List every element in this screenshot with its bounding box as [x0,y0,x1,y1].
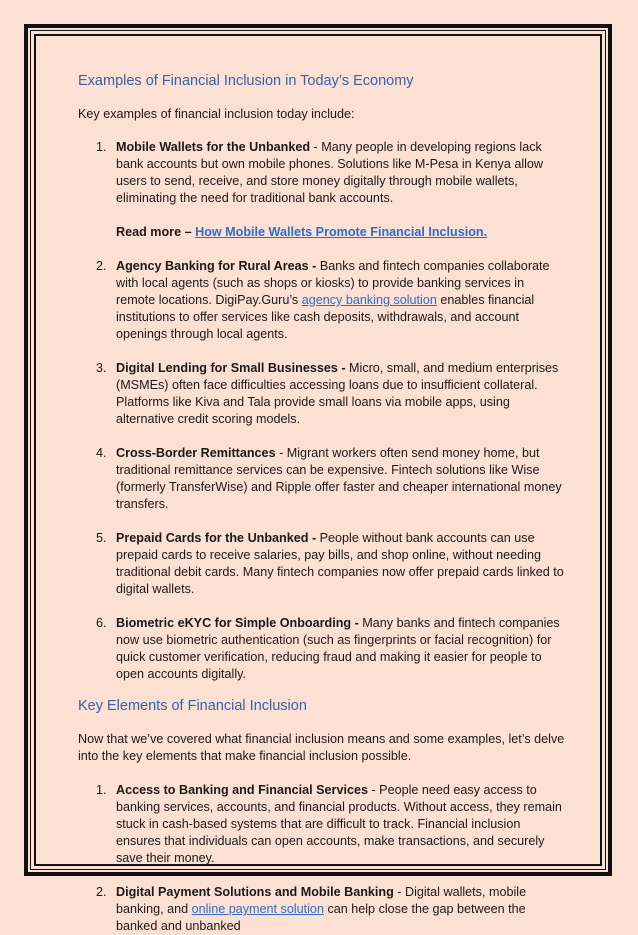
item-text: enables financial institutions to offer services like cash deposits, withdrawals, and account openings through local agents. [116,293,535,341]
list-item [78,139,566,241]
list-number: 5. [96,531,107,545]
item-text: can help close the gap between the banked and unbanked [116,902,526,933]
item-title: Access to Banking and Financial Services [116,783,368,797]
item-text: Many people in developing regions lack bank accounts but own mobile phones. Solutions like M-Pesa in Kenya allow users to send, receive, and store money digitally through mobile wallets, eliminating the need for traditional bank accounts. [116,140,544,205]
item-title: Digital Lending for Small Businesses - [116,361,346,375]
section-intro: Now that we’ve covered what financial inclusion means and some examples, let’s delve into the key elements that make financial inclusion possible. [78,732,565,763]
key-elements-list [78,782,566,935]
section-heading-examples: Examples of Financial Inclusion in Today’s Economy [78,73,414,89]
item-title: Biometric eKYC for Simple Onboarding - [116,616,359,630]
list-number: 2. [96,885,107,899]
item-text: People without bank accounts can use prepaid cards to receive salaries, pay bills, and shop online, without needing traditional debit cards. Many fintech companies now offer prepaid cards linked to digital wallets. [116,531,564,596]
item-text: - Migrant workers often send money home, but traditional remittance services can be expensive. Fintech solutions like Wise (formerly TransferWise) and Ripple offer faster and cheaper international money transfers. [116,446,562,511]
item-title: Digital Payment Solutions and Mobile Banking [116,885,394,899]
list-item [78,258,566,343]
read-more-link[interactable]: How Mobile Wallets Promote Financial Inclusion. [195,225,488,239]
item-text: Micro, small, and medium enterprises (MSMEs) often face difficulties accessing loans due to insufficient collateral. Platforms like Kiva and Tala provide small loans via mobile apps, using alternative credit scoring models. [116,361,559,426]
list-item [78,884,566,935]
list-number: 6. [96,616,107,630]
item-text: Banks and fintech companies collaborate with local agents (such as shops or kiosks) to provide banking services in remote locations. DigiPay.Guru’s [116,259,550,307]
item-title: Prepaid Cards for the Unbanked - [116,531,317,545]
item-title: Mobile Wallets for the Unbanked [116,140,311,154]
list-item [78,782,566,867]
item-title: Cross-Border Remittances [116,446,276,460]
list-number: 1. [96,140,107,154]
section-heading-key-elements: Key Elements of Financial Inclusion [78,698,307,714]
online-payment-link[interactable]: online payment solution [191,902,324,916]
list-item [78,530,566,598]
list-number: 3. [96,361,107,375]
agency-banking-link[interactable]: agency banking solution [301,293,437,307]
read-more-label: Read more – [116,225,196,239]
list-item [78,615,566,683]
item-text: - People need easy access to banking services, accounts, and financial products. Without access, they remain stuck in cash-based systems that are difficult to track. Financial inclusion ensures that individuals can open accounts, make transactions, and securely save their money. [116,783,562,865]
list-item [78,445,566,513]
item-title: Agency Banking for Rural Areas - [116,259,317,273]
section-intro: Key examples of financial inclusion today include: [78,107,355,121]
list-item [78,360,566,428]
list-number: 1. [96,783,107,797]
item-text: Many banks and fintech companies now use biometric authentication (such as fingerprints or facial recognition) for quick customer verification, reducing fraud and making it easier for people to open accounts digitally. [116,616,560,681]
item-text: - Digital wallets, mobile banking, and [116,885,527,916]
document-content [78,72,566,935]
item-separator: - [310,140,322,154]
examples-list [78,139,566,683]
list-number: 2. [96,259,107,273]
list-number: 4. [96,446,107,460]
